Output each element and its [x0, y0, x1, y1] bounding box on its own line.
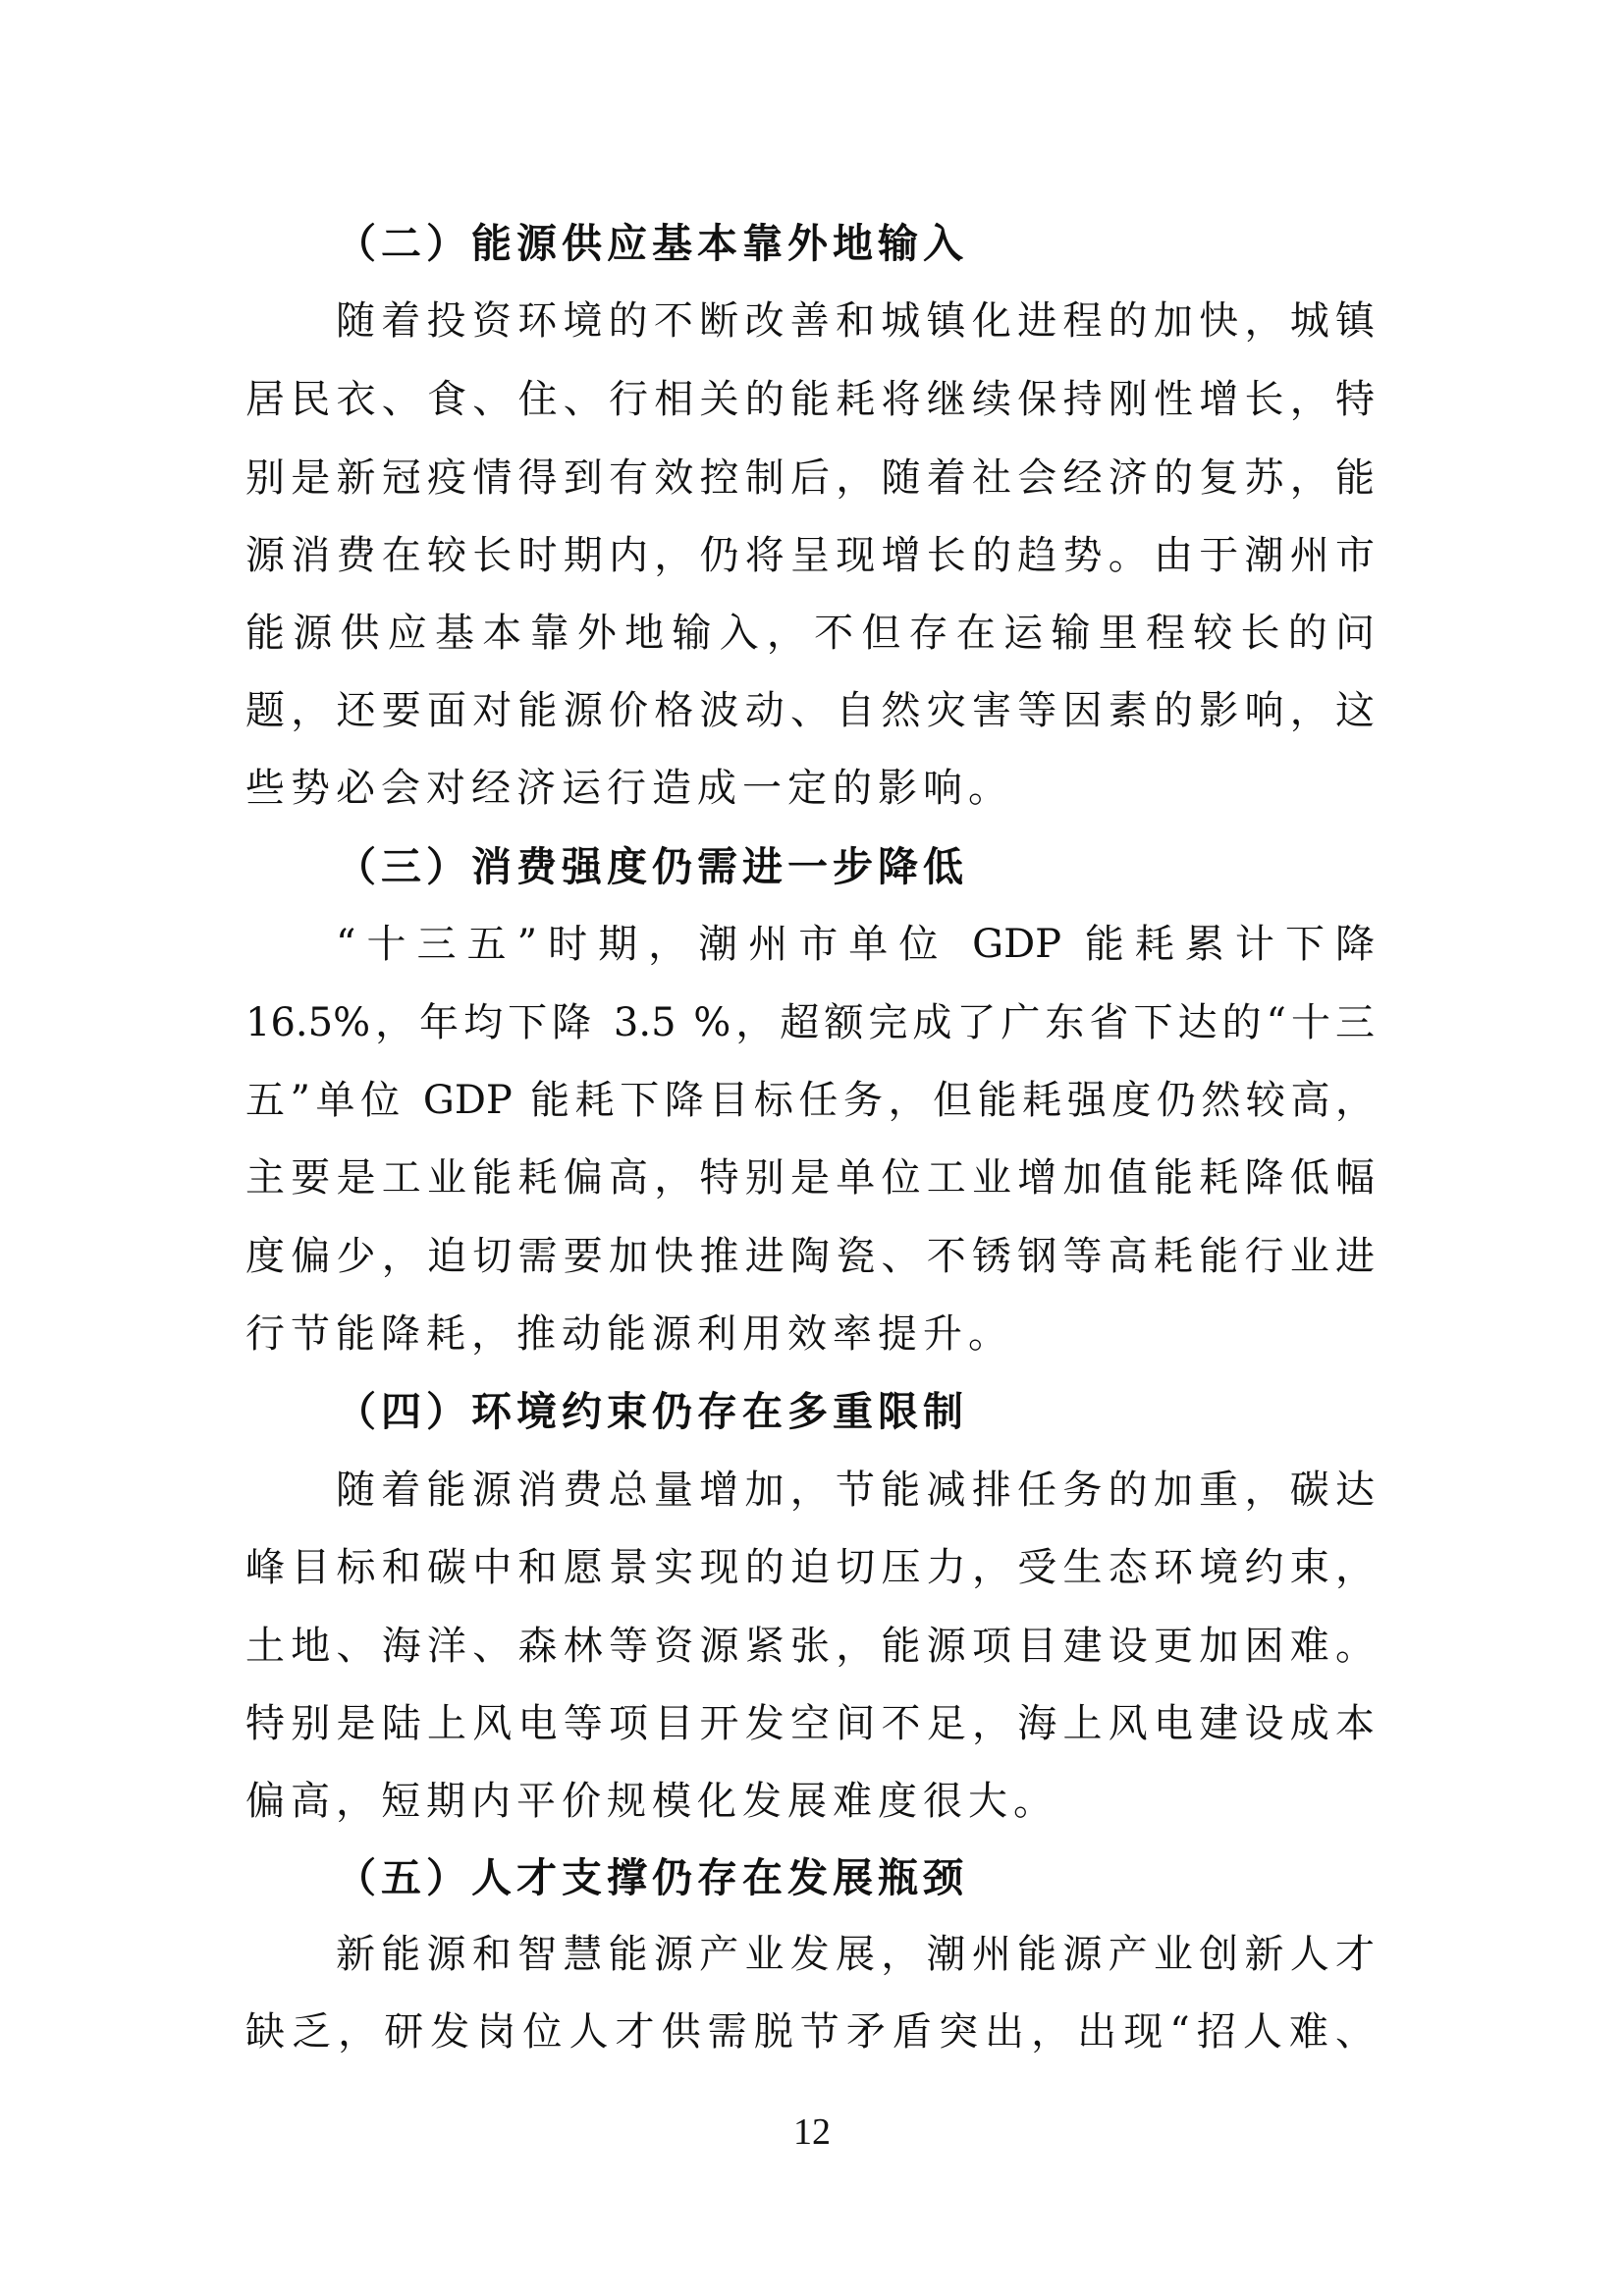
paragraph-line-last: 行节能降耗，推动能源利用效率提升。 [245, 1311, 1013, 1357]
paragraph-line: 别是新冠疫情得到有效控制后，随着社会经济的复苏，能 [245, 455, 1375, 501]
paragraph-line: 新能源和智慧能源产业发展，潮州能源产业创新人才 [336, 1932, 1375, 1977]
paragraph-line-last: 些势必会对经济运行造成一定的影响。 [245, 766, 1013, 811]
section-heading-5: （五）人才支撑仍存在发展瓶颈 [336, 1854, 968, 1901]
paragraph-line: 题，还要面对能源价格波动、自然灾害等因素的影响，这 [245, 688, 1375, 733]
paragraph-line: “十三五”时期，潮州市单位 GDP 能耗累计下降 [336, 922, 1375, 967]
paragraph-line: 源消费在较长时期内，仍将呈现增长的趋势。由于潮州市 [245, 533, 1375, 578]
section-heading-2: （二）能源供应基本靠外地输入 [336, 220, 968, 267]
paragraph-line: 能源供应基本靠外地输入，不但存在运输里程较长的问 [245, 611, 1375, 656]
page-number: 12 [793, 2111, 831, 2153]
paragraph-line: 缺乏，研发岗位人才供需脱节矛盾突出，出现“招人难、 [245, 2009, 1375, 2055]
paragraph-line-last: 偏高，短期内平价规模化发展难度很大。 [245, 1779, 1058, 1824]
paragraph-line: 16.5%，年均下降 3.5 %，超额完成了广东省下达的“十三 [245, 1000, 1375, 1045]
paragraph-line: 土地、海洋、森林等资源紧张，能源项目建设更加困难。 [245, 1624, 1375, 1669]
paragraph-line: 特别是陆上风电等项目开发空间不足，海上风电建设成本 [245, 1701, 1375, 1746]
paragraph-line: 五”单位 GDP 能耗下降目标任务，但能耗强度仍然较高， [245, 1078, 1375, 1123]
paragraph-line: 峰目标和碳中和愿景实现的迫切压力，受生态环境约束， [245, 1545, 1375, 1590]
section-heading-4: （四）环境约束仍存在多重限制 [336, 1388, 968, 1435]
paragraph-line: 居民衣、食、住、行相关的能耗将继续保持刚性增长，特 [245, 377, 1375, 422]
paragraph-line: 度偏少，迫切需要加快推进陶瓷、不锈钢等高耗能行业进 [245, 1234, 1375, 1279]
paragraph-line: 主要是工业能耗偏高，特别是单位工业增加值能耗降低幅 [245, 1155, 1375, 1201]
paragraph-line: 随着能源消费总量增加，节能减排任务的加重，碳达 [336, 1468, 1375, 1513]
paragraph-line: 随着投资环境的不断改善和城镇化进程的加快，城镇 [336, 298, 1375, 344]
section-heading-3: （三）消费强度仍需进一步降低 [336, 843, 968, 890]
